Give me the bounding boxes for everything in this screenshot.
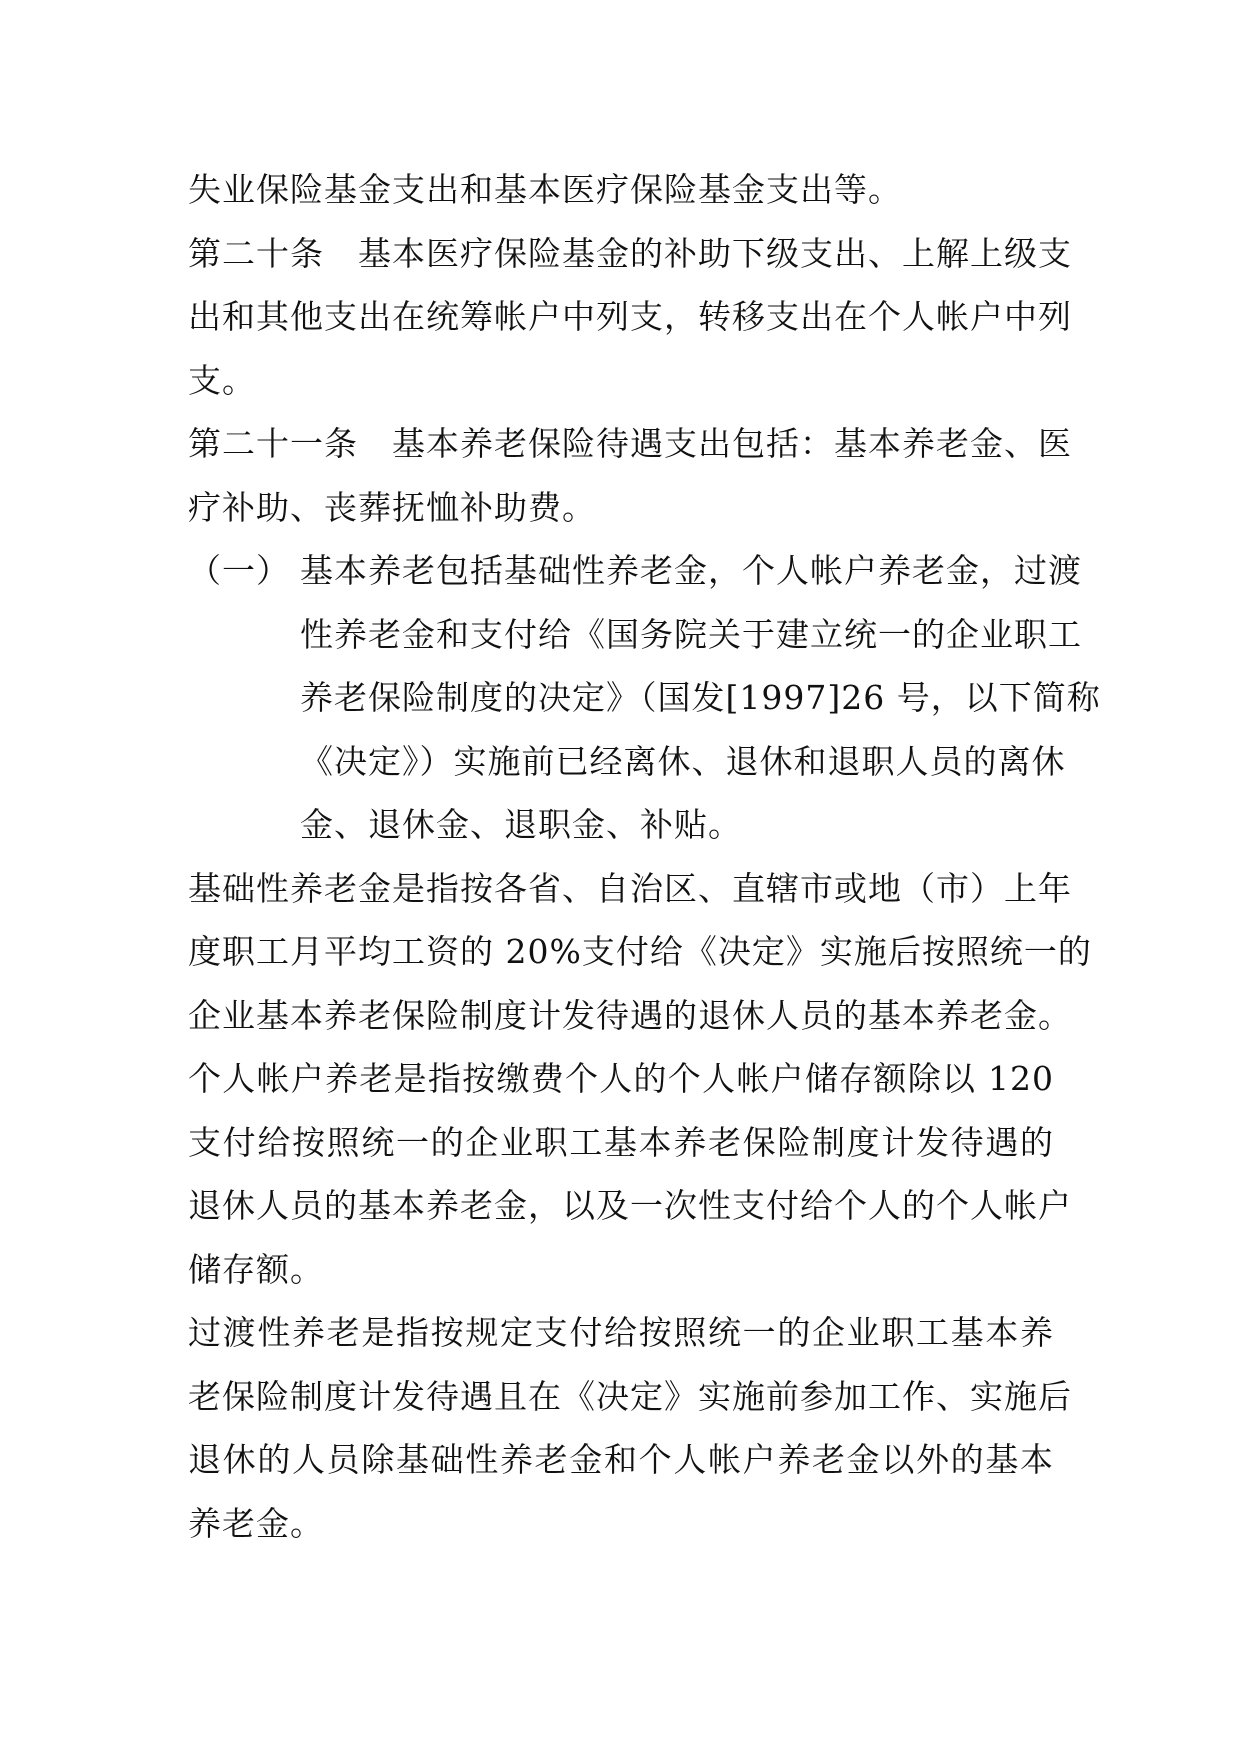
text-line: 《决定》）实施前已经离休、退休和退职人员的离休 bbox=[300, 741, 1066, 781]
text-line: 支。 bbox=[188, 360, 256, 400]
text-line: 基本养老包括基础性养老金，个人帐户养老金，过渡 bbox=[300, 551, 1082, 590]
text-line: 储存额。 bbox=[188, 1249, 324, 1289]
text-line: 失业保险基金支出和基本医疗保险基金支出等。 bbox=[188, 170, 902, 209]
paragraph-1 bbox=[188, 158, 1054, 222]
text-line: 出和其他支出在统筹帐户中列支，转移支出在个人帐户中列 bbox=[188, 297, 1072, 336]
text-line: 疗补助、丧葬抚恤补助费。 bbox=[188, 487, 596, 527]
paragraph-article-20 bbox=[188, 222, 1072, 413]
list-item-label: （一） bbox=[188, 551, 290, 590]
text-line: 退休的人员除基础性养老金和个人帐户养老金以外的基本 bbox=[188, 1440, 1054, 1479]
text-line: 企业基本养老保险制度计发待遇的退休人员的基本养老金。 bbox=[188, 995, 1072, 1035]
text-line: 老保险制度计发待遇且在《决定》实施前参加工作、实施后 bbox=[188, 1376, 1072, 1416]
text-line: 金、退休金、退职金、补贴。 bbox=[300, 805, 742, 844]
paragraph-article-21 bbox=[188, 412, 1072, 539]
text-line: 养老金。 bbox=[188, 1503, 324, 1543]
paragraph-transitional-pension bbox=[188, 1301, 1072, 1555]
text-line: 性养老金和支付给《国务院关于建立统一的企业职工 bbox=[300, 614, 1082, 654]
text-line: 过渡性养老是指按规定支付给按照统一的企业职工基本养 bbox=[188, 1313, 1054, 1352]
text-line: 支付给按照统一的企业职工基本养老保险制度计发待遇的 bbox=[188, 1122, 1054, 1162]
document-body bbox=[188, 158, 1101, 1555]
paragraph-personal-account-pension bbox=[188, 1047, 1072, 1301]
text-line: 退休人员的基本养老金，以及一次性支付给个人的个人帐户 bbox=[188, 1186, 1072, 1225]
text-line: 基础性养老金是指按各省、自治区、直辖市或地（市）上年 bbox=[188, 868, 1072, 908]
paragraph-basic-pension bbox=[188, 857, 1092, 1048]
text-line: 养老保险制度的决定》（国发[1997]26 号，以下简称 bbox=[300, 678, 1101, 717]
text-line: 个人帐户养老是指按缴费个人的个人帐户储存额除以 120 bbox=[188, 1059, 1054, 1098]
text-line: 第二十一条 基本养老保险待遇支出包括：基本养老金、医 bbox=[188, 424, 1072, 463]
list-item-1 bbox=[188, 539, 1101, 857]
text-line: 第二十条 基本医疗保险基金的补助下级支出、上解上级支 bbox=[188, 233, 1072, 273]
text-line: 度职工月平均工资的 20%支付给《决定》实施后按照统一的 bbox=[188, 932, 1092, 971]
